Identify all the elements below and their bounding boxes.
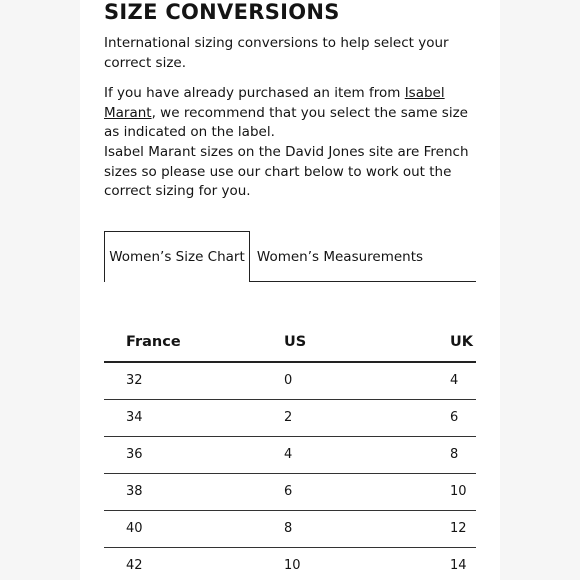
cell-france: 40 [126,521,143,536]
table-row [104,474,476,511]
table-row [104,437,476,474]
brand-link[interactable]: Isabel Marant [104,85,445,121]
cell-us: 10 [284,558,301,573]
purchase-note [104,84,480,143]
cell-france: 42 [126,558,143,573]
column-header-us: US [284,334,307,350]
page [80,0,500,580]
cell-uk: 6 [450,410,459,425]
cell-us: 8 [284,521,293,536]
cell-uk: 12 [450,521,467,536]
column-header-france: France [126,334,181,350]
cell-us: 6 [284,484,293,499]
table-row [104,363,476,400]
page-title: SIZE CONVERSIONS [104,0,340,24]
tab-womens-measurements[interactable]: Women’s Measurements [256,248,424,265]
table-row [104,511,476,548]
table-row [104,548,476,580]
intro-text: International sizing conversions to help select your correct size. [104,35,449,71]
cell-uk: 8 [450,447,459,462]
cell-us: 2 [284,410,293,425]
purchase-note-end: , we recommend that you select the same size as indicated on the label. [104,104,468,141]
tab-womens-size-chart[interactable]: Women’s Size Chart [104,231,250,282]
purchase-note-start: If you have already purchased an item from [104,85,405,101]
cell-france: 32 [126,373,143,388]
cell-france: 34 [126,410,143,425]
cell-uk: 4 [450,373,459,388]
cell-uk: 10 [450,484,467,499]
table-row [104,400,476,437]
french-sizes-note: Isabel Marant sizes on the David Jones site are French sizes so please use our chart below to work out the correct sizing for you. [104,144,469,200]
size-chart-tabs [104,231,476,282]
cell-france: 38 [126,484,143,499]
cell-france: 36 [126,447,143,462]
cell-us: 0 [284,373,293,388]
cell-uk: 14 [450,558,467,573]
column-header-uk: UK [450,334,474,350]
cell-us: 4 [284,447,293,462]
